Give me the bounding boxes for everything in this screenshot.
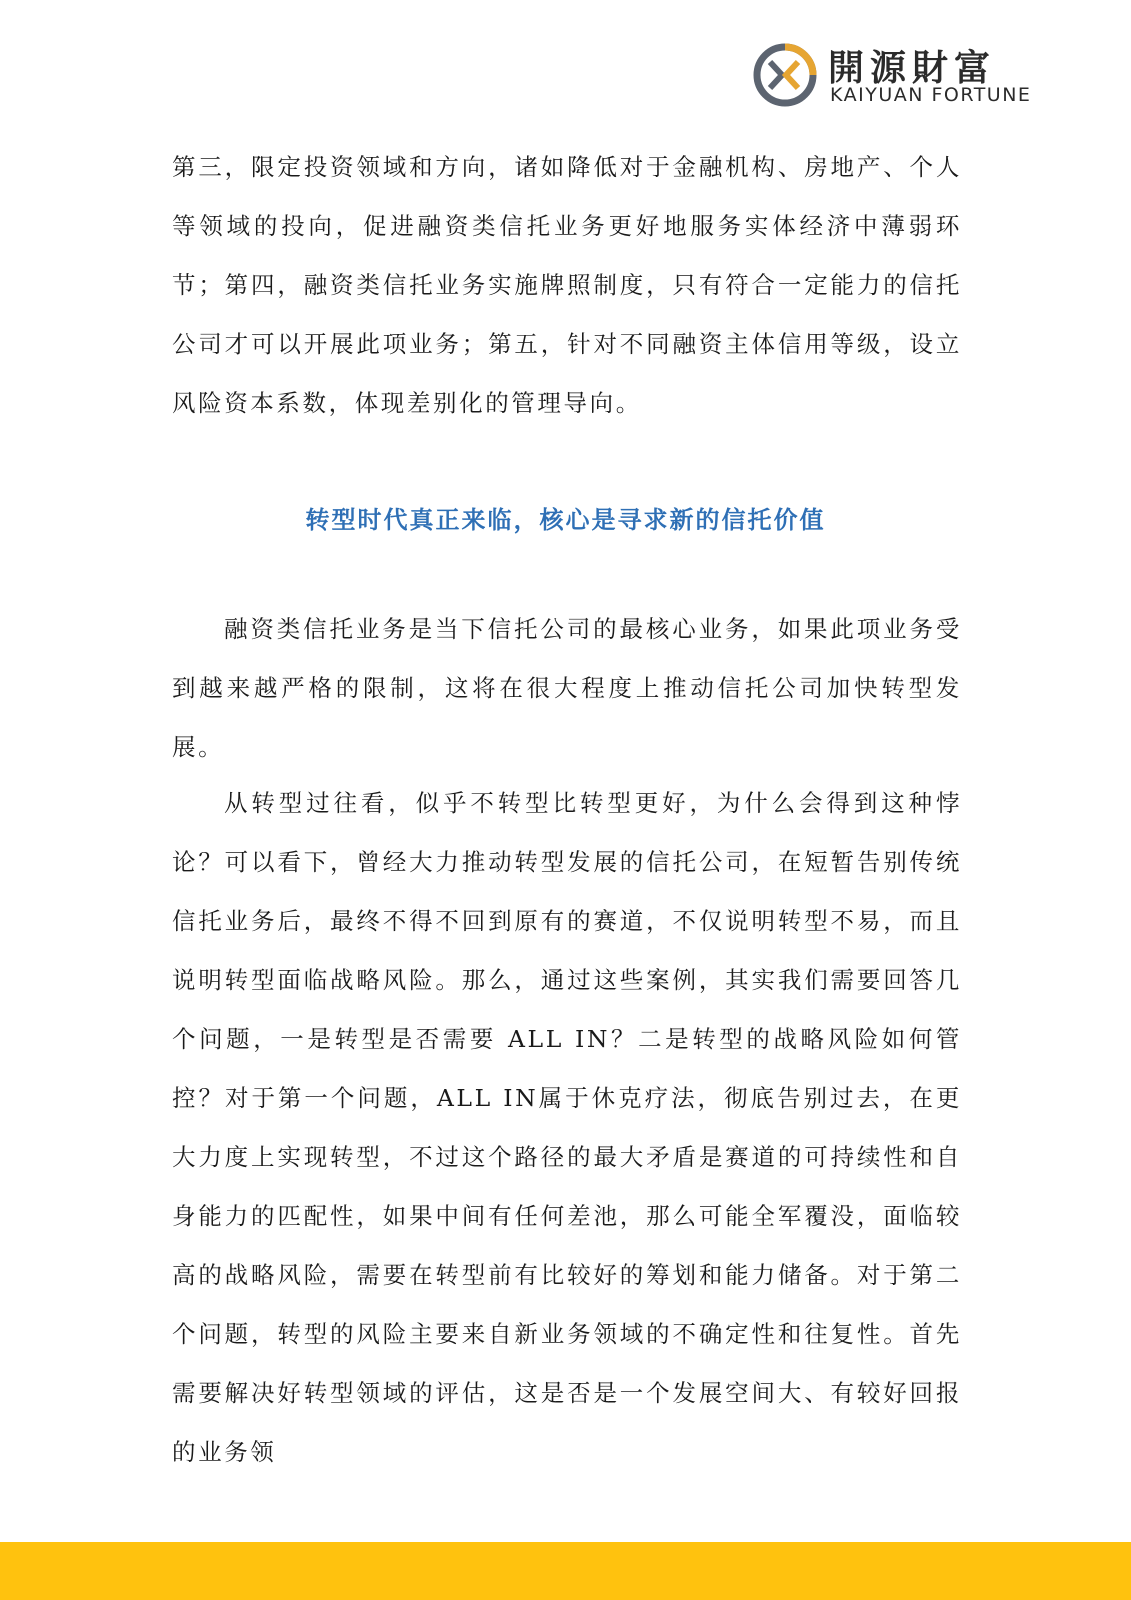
kaiyuan-logo-icon <box>752 42 818 108</box>
paragraph-3: 从转型过往看，似乎不转型比转型更好，为什么会得到这种悖论？可以看下，曾经大力推动转型发展的信托公司，在短暂告别传统信托业务后，最终不得不回到原有的赛道，不仅说明转型不易，而且说明转型面临战略风险。那么，通过这些案例，其实我们需要回答几个问题，一是转型是否需要 ALL IN？二是转型的战略风险如何管控？对于第一个问题，ALL IN属于休克疗法，彻底告别过去，在更大力度上实现转型，不过这个路径的最大矛盾是赛道的可持续性和自身能力的匹配性，如果中间有任何差池，那么可能全军覆没，面临较高的战略风险，需要在转型前有比较好的筹划和能力储备。对于第二个问题，转型的风险主要来自新业务领域的不确定性和往复性。首先需要解决好转型领域的评估，这是否是一个发展空间大、有较好回报的业务领 <box>172 789 962 1466</box>
brand-name-chinese: 開源財富 <box>828 48 997 89</box>
brand-logo <box>752 40 1052 112</box>
paragraph-1: 第三，限定投资领域和方向，诸如降低对于金融机构、房地产、个人等领域的投向，促进融资类信托业务更好地服务实体经济中薄弱环节；第四，融资类信托业务实施牌照制度，只有符合一定能力的信托公司才可以开展此项业务；第五，针对不同融资主体信用等级，设立风险资本系数，体现差别化的管理导向。 <box>172 153 962 417</box>
footer-bar <box>0 1542 1131 1600</box>
brand-name-english: KAIYUAN FORTUNE <box>830 84 1032 106</box>
paragraph-2: 融资类信托业务是当下信托公司的最核心业务，如果此项业务受到越来越严格的限制，这将在很大程度上推动信托公司加快转型发展。 <box>172 615 962 761</box>
section-heading: 转型时代真正来临，核心是寻求新的信托价值 <box>305 505 826 534</box>
